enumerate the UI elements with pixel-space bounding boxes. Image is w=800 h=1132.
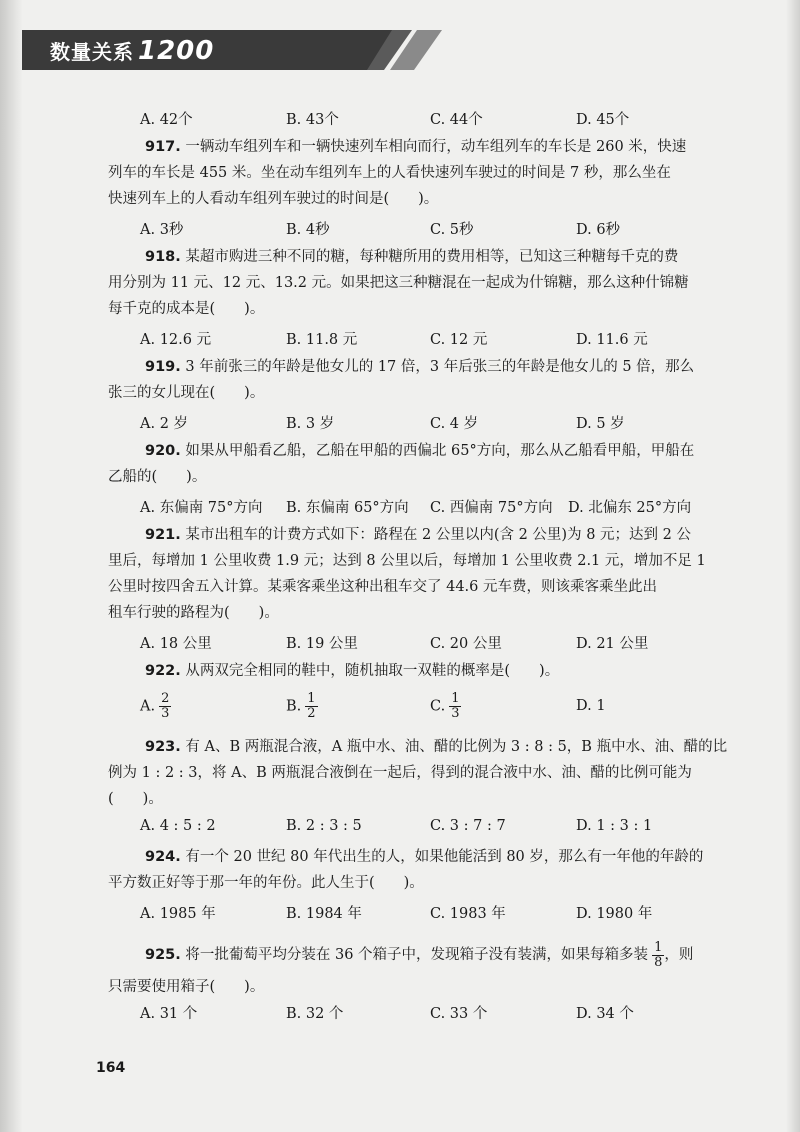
page-edge-shadow [786,0,800,1132]
question-text-line: 里后，每增加 1 公里收费 1.9 元；达到 8 公里以后，每增加 1 公里收费 2.1 元，增加不足 1 [108,553,706,569]
fraction [305,692,317,721]
option-c: C. 20 公里 [430,636,502,652]
fraction-numerator: 1 [307,691,316,706]
options-925 [140,1000,730,1032]
option-a: A. 4 : 5 : 2 [140,818,216,834]
option-b [286,692,318,721]
option-a: A. 12.6 元 [140,332,212,348]
option-label: C. [430,698,446,715]
option-d: D. 6秒 [576,222,621,238]
options-918 [140,322,730,354]
question-923 [108,734,730,844]
option-d: D. 21 公里 [576,636,649,652]
fraction-numerator: 2 [161,691,170,706]
option-c: C. 1983 年 [430,906,506,922]
question-917 [108,134,730,244]
page-number: 164 [96,1060,126,1076]
option-a: A. 18 公里 [140,636,212,652]
binding-shadow [0,0,22,1132]
fraction-numerator: 1 [451,691,460,706]
option-b: B. 东偏南 65°方向 [286,500,409,516]
options-923 [140,812,730,844]
question-text-line: ( )。 [108,791,163,807]
prev-options [140,108,730,134]
option-c [430,692,461,721]
question-918 [108,244,730,354]
fraction [652,941,664,970]
question-text-line: 例为 1 : 2 : 3，将 A、B 两瓶混合液倒在一起后，得到的混合液中水、油、醋的比例可能为 [108,765,692,781]
option-b: B. 2 : 3 : 5 [286,818,362,834]
question-text-line: 从两双完全相同的鞋中，随机抽取一双鞋的概率是( )。 [185,663,560,679]
option-d: D. 45个 [576,112,630,128]
question-text-line: 某市出租车的计费方式如下：路程在 2 公里以内(含 2 公里)为 8 元；达到 2 公 [185,527,691,543]
question-number: 923. [145,739,181,755]
fraction-denominator: 3 [161,706,170,721]
header-title [50,31,214,71]
options-924 [140,896,730,928]
question-number: 921. [145,527,181,543]
option-a: A. 1985 年 [140,906,216,922]
question-number: 918. [145,249,181,265]
option-b: B. 3 岁 [286,416,335,432]
question-921 [108,522,730,658]
question-text-line: 张三的女儿现在( )。 [108,385,265,401]
fraction-denominator: 8 [654,954,663,970]
option-a: A. 2 岁 [140,416,189,432]
question-text-line: 乙船的( )。 [108,469,207,485]
question-number: 917. [145,139,181,155]
options-917 [140,212,730,244]
fraction [449,692,461,721]
option-b: B. 43个 [286,112,339,128]
option-c: C. 3 : 7 : 7 [430,818,506,834]
question-number: 925. [145,947,181,963]
option-label: A. [140,698,156,715]
question-number: 922. [145,663,181,679]
options-919 [140,406,730,438]
option-label: B. [286,698,302,715]
fraction-numerator: 1 [654,939,663,955]
options-921 [140,626,730,658]
question-number: 919. [145,359,181,375]
question-text-line: 租车行驶的路程为( )。 [108,605,279,621]
question-text-line: ，则 [664,947,694,963]
fraction-denominator: 3 [451,706,460,721]
option-b: B. 4秒 [286,222,330,238]
question-919 [108,354,730,438]
options-922 [140,684,730,728]
question-text-line: 某超市购进三种不同的糖，每种糖所用的费用相等，已知这三种糖每千克的费 [185,249,679,265]
option-a [140,692,171,721]
option-d: D. 1 [576,698,606,714]
question-text-line: 平方数正好等于那一年的年份。此人生于( )。 [108,875,424,891]
option-d: D. 1 : 3 : 1 [576,818,653,834]
option-b: B. 19 公里 [286,636,358,652]
question-text-line: 列车的车长是 455 米。坐在动车组列车上的人看快速列车驶过的时间是 7 秒，那么坐在 [108,165,671,181]
fraction-denominator: 2 [307,706,316,721]
option-c: C. 西偏南 75°方向 [430,500,553,516]
option-c: C. 4 岁 [430,416,479,432]
question-920 [108,438,730,522]
question-924 [108,844,730,928]
option-c: C. 33 个 [430,1006,488,1022]
question-text-line: 将一批葡萄平均分装在 36 个箱子中，发现箱子没有装满，如果每箱多装 [185,947,649,963]
header-title-num: 1200 [138,36,215,66]
question-number: 920. [145,443,181,459]
question-925 [108,936,730,1032]
question-text-line: 如果从甲船看乙船，乙船在甲船的西偏北 65°方向，那么从乙船看甲船，甲船在 [185,443,695,459]
question-text-line: 公里时按四舍五入计算。某乘客乘坐这种出租车交了 44.6 元车费，则该乘客乘坐此出 [108,579,658,595]
option-d: D. 1980 年 [576,906,653,922]
question-text-line: 只需要使用箱子( )。 [108,979,265,995]
option-d: D. 11.6 元 [576,332,648,348]
option-b: B. 1984 年 [286,906,362,922]
header-title-cn: 数量关系 [50,40,134,64]
question-text-line: 3 年前张三的年龄是他女儿的 17 倍，3 年后张三的年龄是他女儿的 5 倍，那么 [185,359,695,375]
option-a: A. 42个 [140,112,193,128]
question-text-line: 有一个 20 世纪 80 年代出生的人，如果他能活到 80 岁，那么有一年他的年龄的 [185,849,704,865]
option-a: A. 31 个 [140,1006,198,1022]
options-920 [140,490,730,522]
option-b: B. 32 个 [286,1006,344,1022]
question-922 [140,658,730,728]
question-content [108,108,730,1032]
question-number: 924. [145,849,181,865]
question-text-line: 用分别为 11 元、12 元、13.2 元。如果把这三种糖混在一起成为什锦糖，那么这种什锦糖 [108,275,689,291]
option-a: A. 东偏南 75°方向 [140,500,263,516]
option-c: C. 12 元 [430,332,488,348]
option-c: C. 5秒 [430,222,474,238]
option-b: B. 11.8 元 [286,332,358,348]
option-d: D. 北偏东 25°方向 [568,500,692,516]
fraction [159,692,171,721]
option-d: D. 34 个 [576,1006,634,1022]
option-d: D. 5 岁 [576,416,625,432]
question-text-line: 每千克的成本是( )。 [108,301,265,317]
question-text-line: 快速列车上的人看动车组列车驶过的时间是( )。 [108,191,439,207]
option-a: A. 3秒 [140,222,184,238]
question-text-line: 有 A、B 两瓶混合液，A 瓶中水、油、醋的比例为 3 : 8 : 5，B 瓶中水、油、醋的比 [185,739,728,755]
option-c: C. 44个 [430,112,483,128]
question-text-line: 一辆动车组列车和一辆快速列车相向而行，动车组列车的车长是 260 米，快速 [185,139,687,155]
